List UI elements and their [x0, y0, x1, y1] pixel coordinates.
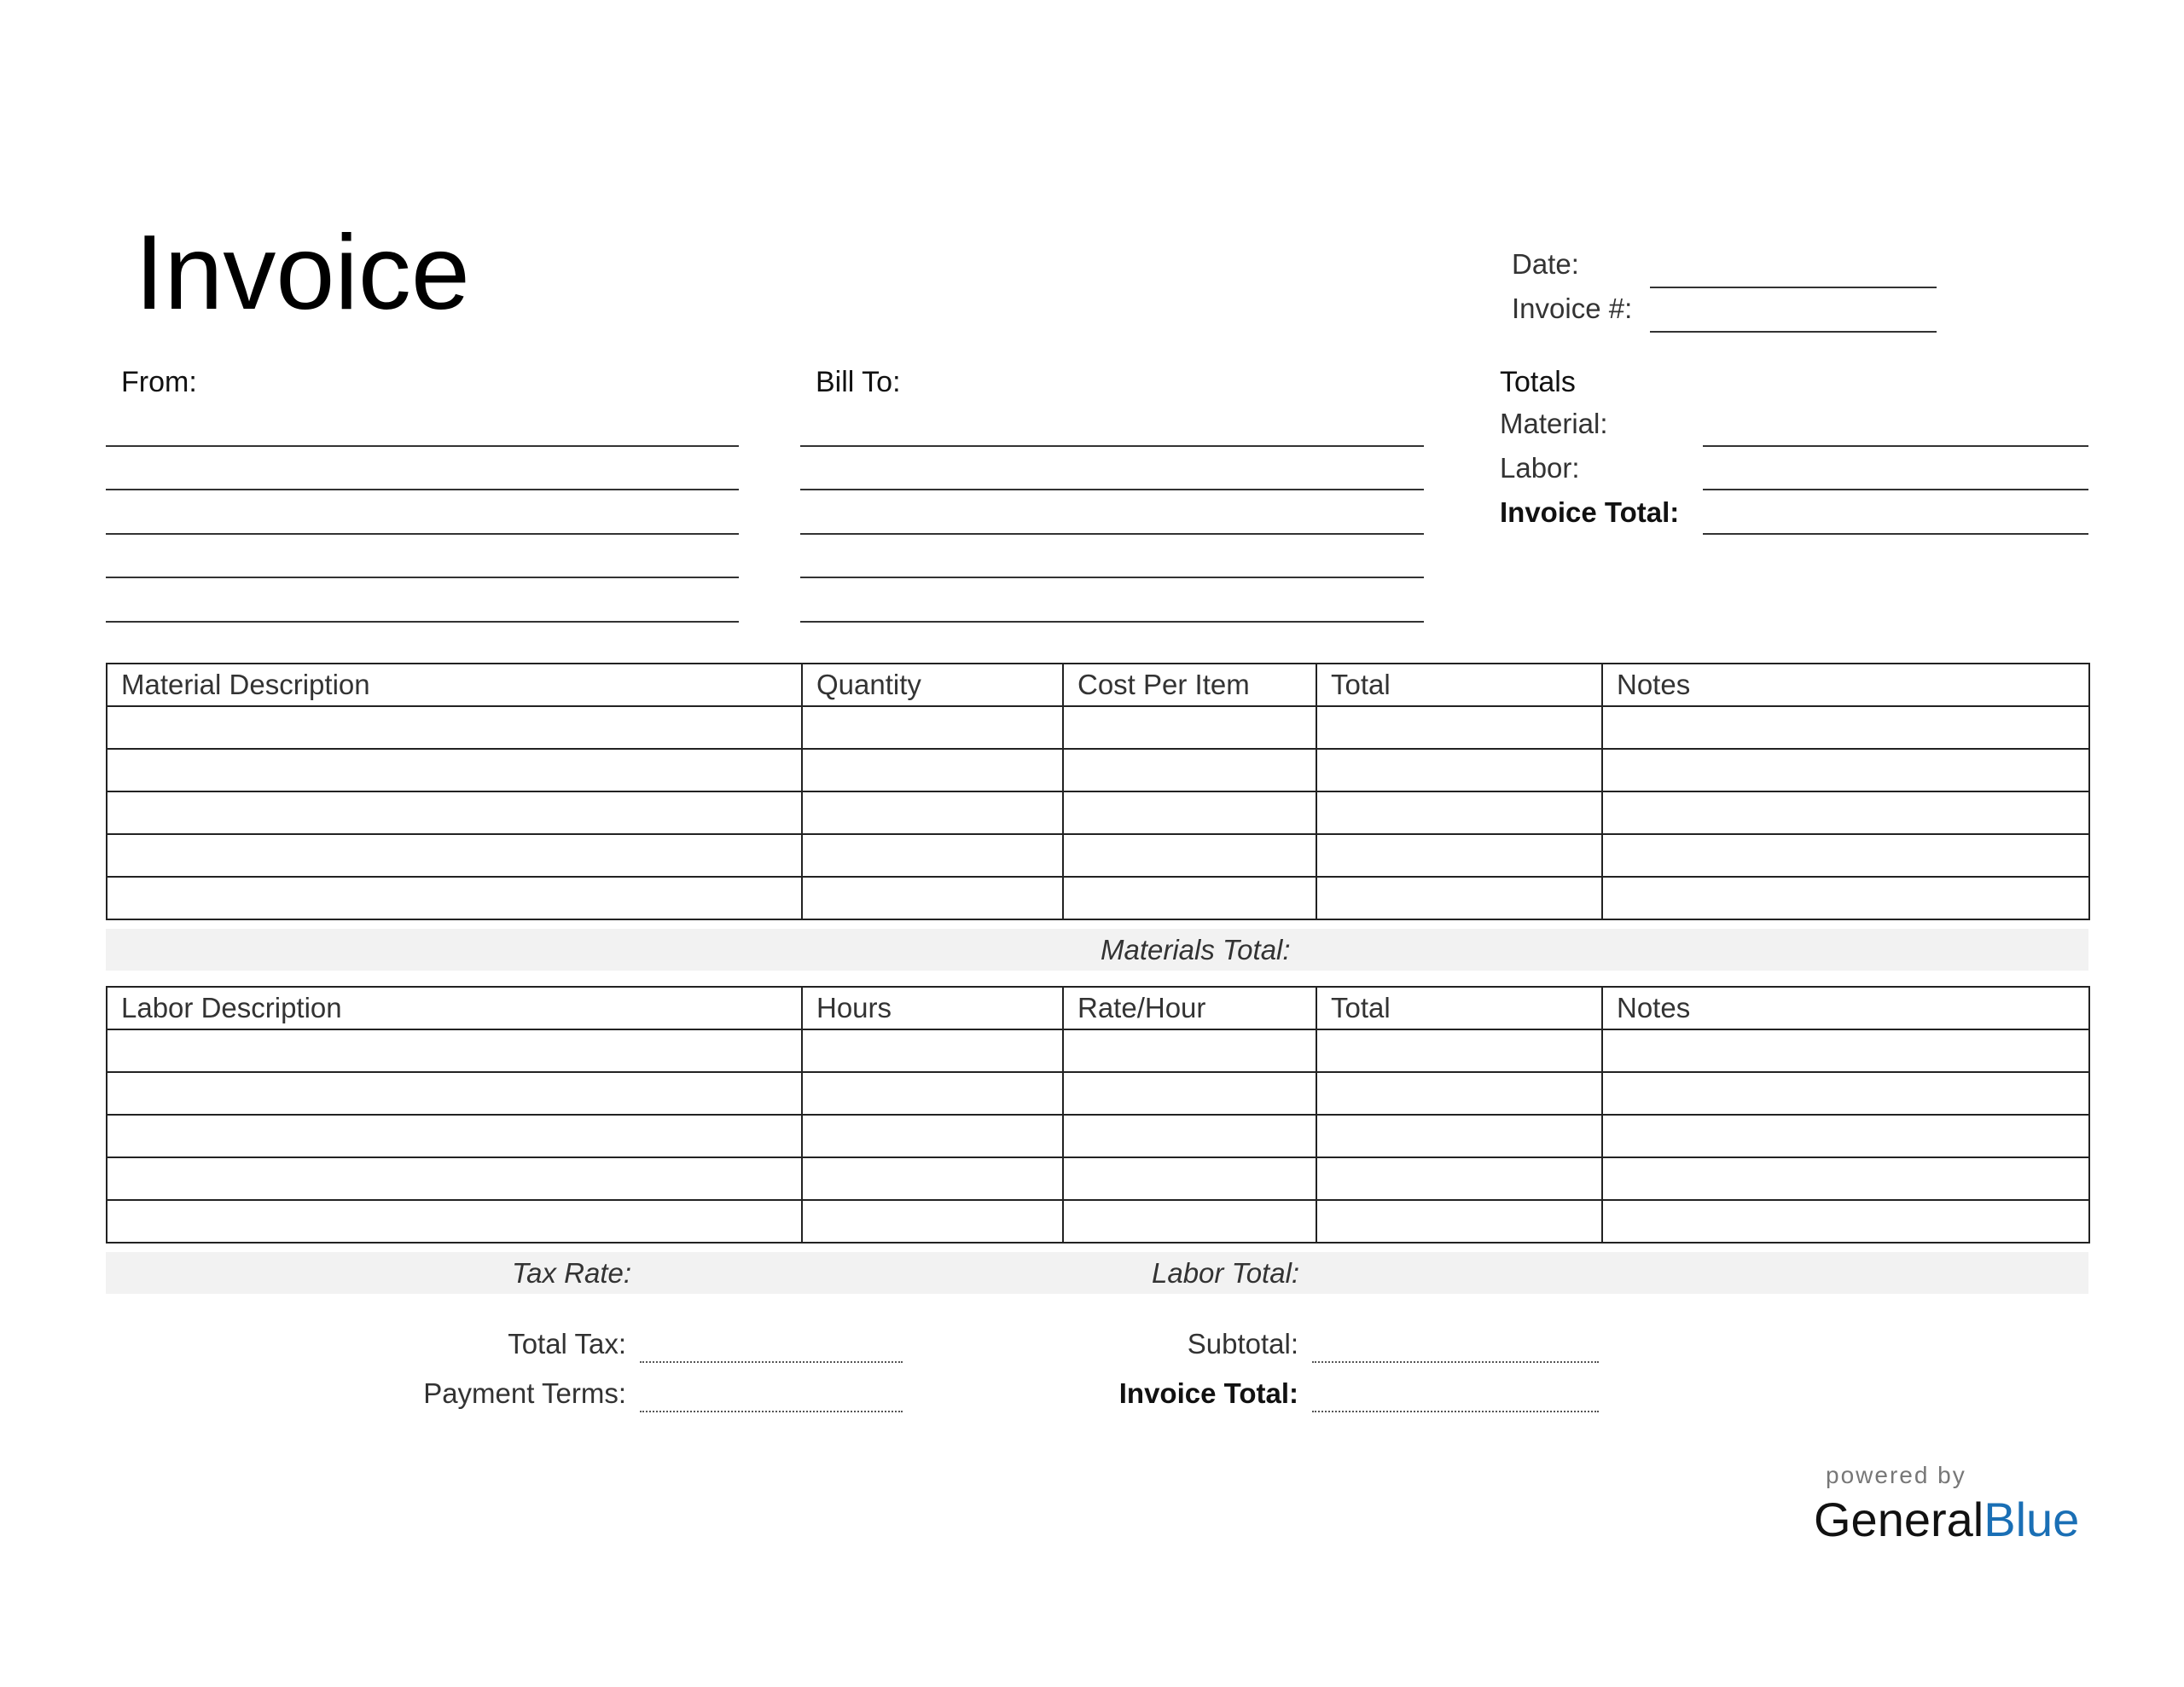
bill-to-line[interactable]: [800, 445, 1424, 447]
column-header: Notes: [1602, 987, 2089, 1029]
table-cell[interactable]: [1602, 1115, 2089, 1157]
date-label: Date:: [1512, 248, 1579, 280]
labor-total-label: Labor Total:: [1152, 1257, 1300, 1289]
column-header: Rate/Hour: [1063, 987, 1316, 1029]
table-cell[interactable]: [802, 1115, 1063, 1157]
labor-total-field[interactable]: [1703, 489, 2088, 490]
invoice-total-summary-field[interactable]: [1312, 1411, 1599, 1412]
table-cell[interactable]: [1316, 706, 1602, 749]
table-cell[interactable]: [1316, 749, 1602, 791]
table-cell[interactable]: [1063, 1029, 1316, 1072]
bill-to-line[interactable]: [800, 621, 1424, 623]
column-header: Labor Description: [107, 987, 802, 1029]
material-total-field[interactable]: [1703, 445, 2088, 447]
table-cell[interactable]: [107, 791, 802, 834]
totals-heading: Totals: [1500, 366, 1576, 398]
invoice-total-label: Invoice Total:: [1500, 496, 1680, 528]
bill-to-line[interactable]: [800, 533, 1424, 535]
table-cell[interactable]: [1316, 1200, 1602, 1243]
material-total-label: Material:: [1500, 408, 1608, 439]
table-cell[interactable]: [107, 877, 802, 919]
table-cell[interactable]: [802, 1200, 1063, 1243]
column-header: Total: [1316, 664, 1602, 706]
table-cell[interactable]: [1063, 749, 1316, 791]
subtotal-label: Subtotal:: [1187, 1328, 1298, 1359]
table-cell[interactable]: [1602, 1200, 2089, 1243]
table-cell[interactable]: [1602, 1029, 2089, 1072]
table-cell[interactable]: [107, 1200, 802, 1243]
table-cell[interactable]: [1602, 834, 2089, 877]
table-row: [107, 706, 2089, 749]
table-cell[interactable]: [802, 749, 1063, 791]
table-cell[interactable]: [1602, 791, 2089, 834]
table-cell[interactable]: [802, 791, 1063, 834]
total-tax-field[interactable]: [640, 1361, 903, 1363]
bill-to-label: Bill To:: [816, 366, 901, 398]
generalblue-logo[interactable]: [1814, 1493, 2079, 1547]
table-row: [107, 877, 2089, 919]
table-cell[interactable]: [107, 1157, 802, 1200]
table-cell[interactable]: [1316, 1072, 1602, 1115]
bill-to-line[interactable]: [800, 489, 1424, 490]
table-cell[interactable]: [1316, 834, 1602, 877]
column-header: Cost Per Item: [1063, 664, 1316, 706]
table-header-row: [107, 664, 2089, 706]
table-cell[interactable]: [1063, 706, 1316, 749]
invoice-number-field[interactable]: [1650, 331, 1937, 333]
column-header: Material Description: [107, 664, 802, 706]
materials-total-label: Materials Total:: [1101, 934, 1291, 965]
table-cell[interactable]: [802, 1029, 1063, 1072]
table-row: [107, 1072, 2089, 1115]
table-cell[interactable]: [1316, 1029, 1602, 1072]
table-row: [107, 834, 2089, 877]
table-cell[interactable]: [1063, 1157, 1316, 1200]
table-cell[interactable]: [1602, 1072, 2089, 1115]
brand-name-part1: General: [1814, 1493, 1984, 1546]
table-cell[interactable]: [107, 749, 802, 791]
table-cell[interactable]: [1063, 791, 1316, 834]
table-cell[interactable]: [1316, 877, 1602, 919]
column-header: Quantity: [802, 664, 1063, 706]
table-cell[interactable]: [802, 1072, 1063, 1115]
total-tax-label: Total Tax:: [508, 1328, 626, 1359]
from-line[interactable]: [106, 489, 739, 490]
date-field[interactable]: [1650, 287, 1937, 288]
table-row: [107, 1029, 2089, 1072]
from-label: From:: [121, 366, 197, 398]
column-header: Total: [1316, 987, 1602, 1029]
column-header: Notes: [1602, 664, 2089, 706]
table-cell[interactable]: [1063, 877, 1316, 919]
payment-terms-label: Payment Terms:: [423, 1377, 626, 1409]
table-row: [107, 1115, 2089, 1157]
from-line[interactable]: [106, 577, 739, 578]
from-line[interactable]: [106, 445, 739, 447]
table-cell[interactable]: [1602, 1157, 2089, 1200]
labor-total-label: Labor:: [1500, 452, 1580, 484]
table-cell[interactable]: [802, 1157, 1063, 1200]
table-cell[interactable]: [1316, 1115, 1602, 1157]
materials-total-band: [106, 929, 2088, 971]
table-cell[interactable]: [802, 877, 1063, 919]
table-cell[interactable]: [1063, 1200, 1316, 1243]
table-cell[interactable]: [1063, 1115, 1316, 1157]
table-cell[interactable]: [1316, 1157, 1602, 1200]
table-cell[interactable]: [107, 834, 802, 877]
invoice-number-label: Invoice #:: [1512, 293, 1633, 324]
page-title: Invoice: [135, 214, 470, 332]
column-header: Hours: [802, 987, 1063, 1029]
table-cell[interactable]: [802, 706, 1063, 749]
invoice-total-field[interactable]: [1703, 533, 2088, 535]
table-row: [107, 1157, 2089, 1200]
materials-table: [106, 663, 2090, 920]
from-line[interactable]: [106, 533, 739, 535]
tax-rate-label: Tax Rate:: [512, 1257, 632, 1289]
table-row: [107, 791, 2089, 834]
table-row: [107, 1200, 2089, 1243]
table-cell[interactable]: [107, 1072, 802, 1115]
from-line[interactable]: [106, 621, 739, 623]
labor-total-band: [106, 1252, 2088, 1294]
table-cell[interactable]: [802, 834, 1063, 877]
table-cell[interactable]: [107, 1115, 802, 1157]
brand-name-part2: Blue: [1984, 1493, 2080, 1546]
subtotal-field[interactable]: [1312, 1361, 1599, 1363]
table-cell[interactable]: [107, 706, 802, 749]
table-cell[interactable]: [1602, 877, 2089, 919]
table-cell[interactable]: [1602, 706, 2089, 749]
bill-to-line[interactable]: [800, 577, 1424, 578]
table-cell[interactable]: [1316, 791, 1602, 834]
table-cell[interactable]: [1602, 749, 2089, 791]
table-header-row: [107, 987, 2089, 1029]
table-cell[interactable]: [1063, 834, 1316, 877]
payment-terms-field[interactable]: [640, 1411, 903, 1412]
labor-table: [106, 986, 2090, 1244]
table-cell[interactable]: [107, 1029, 802, 1072]
table-row: [107, 749, 2089, 791]
powered-by-text: powered by: [1826, 1462, 1966, 1488]
invoice-total-summary-label: Invoice Total:: [1118, 1377, 1298, 1409]
table-cell[interactable]: [1063, 1072, 1316, 1115]
